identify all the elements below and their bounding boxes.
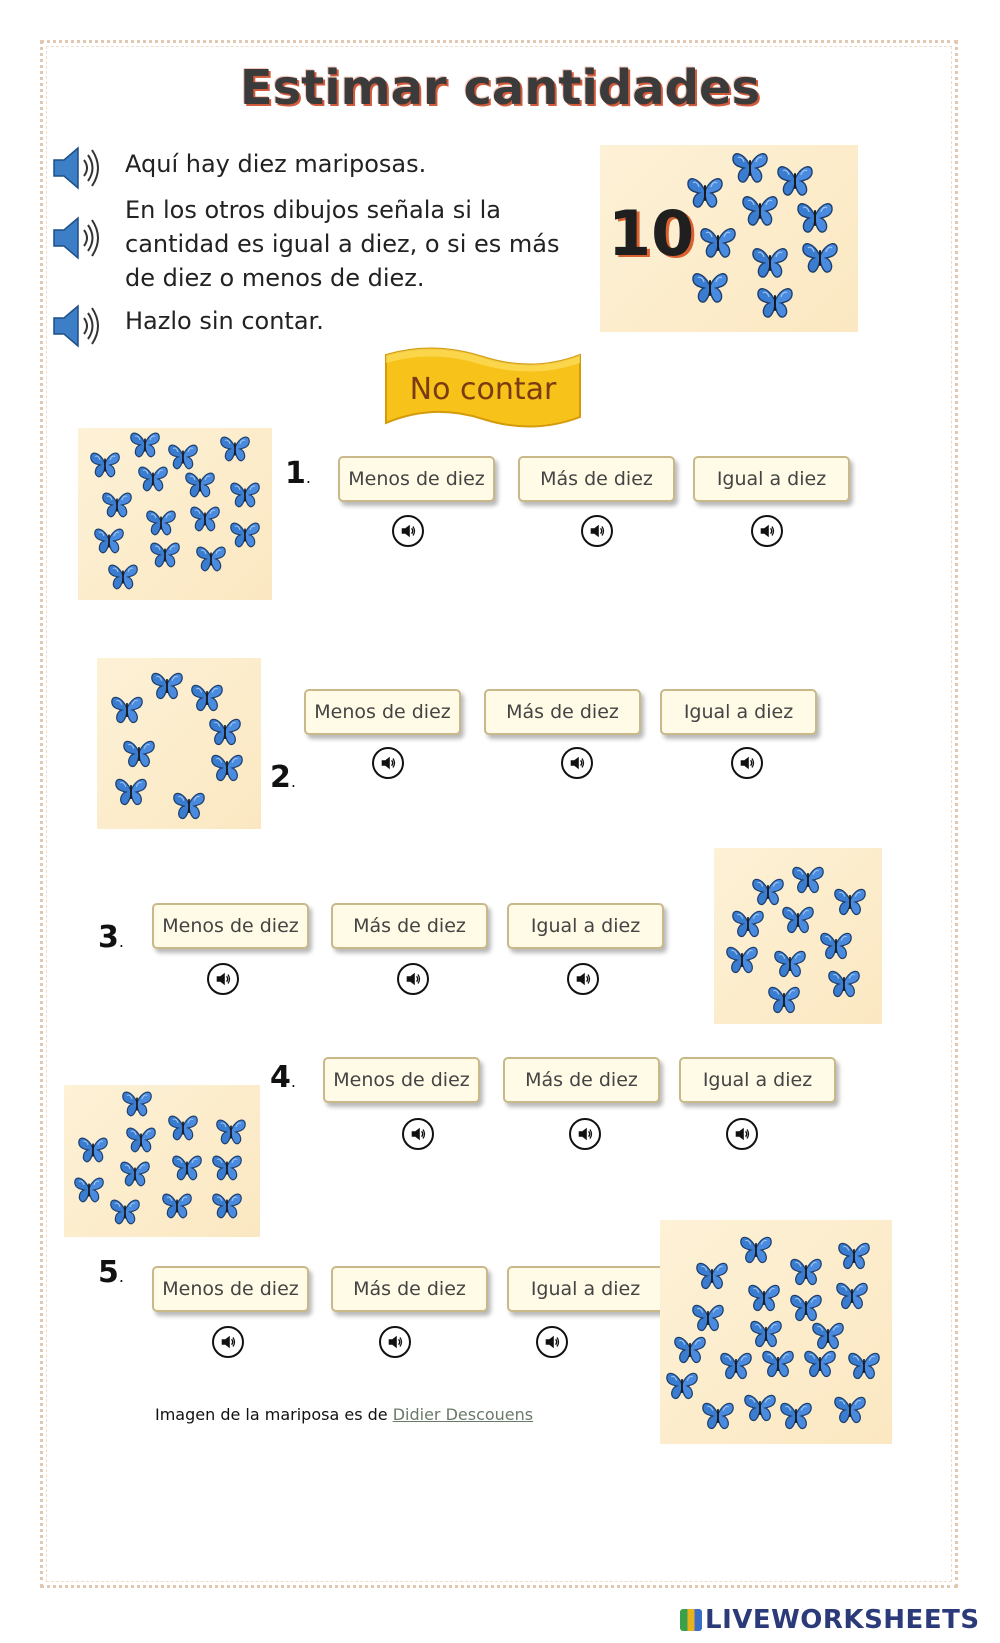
butterfly-icon xyxy=(740,193,780,229)
audio-play-icon[interactable] xyxy=(569,1118,601,1150)
audio-play-icon[interactable] xyxy=(402,1118,434,1150)
question-3-number: 3. xyxy=(98,920,124,955)
credit-link[interactable]: Didier Descouens xyxy=(392,1405,534,1424)
question-5-butterflies xyxy=(660,1220,892,1444)
butterfly-icon xyxy=(188,504,222,534)
butterfly-icon xyxy=(113,776,149,808)
butterfly-icon xyxy=(698,225,738,261)
audio-play-icon[interactable] xyxy=(567,963,599,995)
question-1-butterflies xyxy=(78,428,272,600)
question-3-butterflies xyxy=(714,848,882,1024)
butterfly-icon xyxy=(718,1350,754,1382)
audio-play-icon[interactable] xyxy=(581,515,613,547)
audio-play-icon[interactable] xyxy=(379,1326,411,1358)
q2-option-menos[interactable]: Menos de diez xyxy=(304,689,461,735)
butterfly-icon xyxy=(109,694,145,726)
question-4-number: 4. xyxy=(270,1060,296,1095)
butterfly-icon xyxy=(120,1089,154,1119)
q1-option-mas[interactable]: Más de diez xyxy=(518,456,675,502)
speaker-icon xyxy=(738,754,756,772)
butterfly-icon xyxy=(148,540,182,570)
q5-option-mas[interactable]: Más de diez xyxy=(331,1266,488,1312)
question-5-number: 5. xyxy=(98,1255,124,1290)
butterfly-icon xyxy=(171,790,207,822)
butterfly-icon xyxy=(846,1350,882,1382)
butterfly-icon xyxy=(170,1153,204,1183)
butterfly-icon xyxy=(144,508,178,538)
audio-play-icon[interactable] xyxy=(561,747,593,779)
butterfly-icon xyxy=(778,1400,814,1432)
question-4-butterflies xyxy=(64,1085,260,1237)
audio-play-icon[interactable] xyxy=(731,747,763,779)
audio-play-icon[interactable] xyxy=(207,963,239,995)
butterfly-icon xyxy=(166,442,200,472)
butterfly-icon xyxy=(730,908,766,940)
butterfly-icon xyxy=(790,864,826,896)
butterfly-icon xyxy=(664,1370,700,1402)
butterfly-icon xyxy=(742,1392,778,1424)
speaker-icon xyxy=(733,1125,751,1143)
q1-option-menos[interactable]: Menos de diez xyxy=(338,456,495,502)
q4-option-menos[interactable]: Menos de diez xyxy=(323,1057,480,1103)
butterfly-icon xyxy=(118,1159,152,1189)
butterfly-icon xyxy=(685,175,725,211)
image-credit xyxy=(155,1405,533,1424)
speaker-icon xyxy=(543,1333,561,1351)
butterfly-icon xyxy=(72,1175,106,1205)
speaker-icon[interactable] xyxy=(48,140,104,196)
butterfly-icon xyxy=(772,948,808,980)
question-2-butterflies xyxy=(97,658,261,829)
q4-option-mas[interactable]: Más de diez xyxy=(503,1057,660,1103)
butterfly-icon xyxy=(788,1256,824,1288)
butterfly-icon xyxy=(210,1191,244,1221)
audio-play-icon[interactable] xyxy=(372,747,404,779)
question-1-number: 1. xyxy=(285,456,311,491)
q3-option-menos[interactable]: Menos de diez xyxy=(152,903,309,949)
butterfly-icon xyxy=(160,1191,194,1221)
butterfly-icon xyxy=(207,716,243,748)
instruction-line-3: Hazlo sin contar. xyxy=(125,307,324,335)
speaker-icon xyxy=(219,1333,237,1351)
speaker-icon xyxy=(409,1125,427,1143)
butterfly-icon xyxy=(228,480,262,510)
butterfly-icon xyxy=(834,1280,870,1312)
butterfly-icon xyxy=(832,886,868,918)
speaker-icon[interactable] xyxy=(48,298,104,354)
audio-play-icon[interactable] xyxy=(726,1118,758,1150)
q5-option-menos[interactable]: Menos de diez xyxy=(152,1266,309,1312)
credit-text: Imagen de la mariposa es de xyxy=(155,1405,393,1424)
audio-play-icon[interactable] xyxy=(397,963,429,995)
speaker-icon xyxy=(576,1125,594,1143)
speaker-icon xyxy=(379,754,397,772)
butterfly-icon xyxy=(690,1302,726,1334)
butterfly-icon xyxy=(795,200,835,236)
speaker-icon xyxy=(404,970,422,988)
speaker-icon[interactable] xyxy=(48,210,104,266)
q2-option-mas[interactable]: Más de diez xyxy=(484,689,641,735)
butterfly-icon xyxy=(800,240,840,276)
butterfly-icon xyxy=(694,1260,730,1292)
butterfly-icon xyxy=(121,738,157,770)
brand-mark-icon xyxy=(680,1609,702,1631)
audio-play-icon[interactable] xyxy=(212,1326,244,1358)
butterfly-icon xyxy=(210,1153,244,1183)
speaker-icon xyxy=(758,522,776,540)
audio-play-icon[interactable] xyxy=(392,515,424,547)
butterfly-icon xyxy=(92,526,126,556)
question-2-number: 2. xyxy=(270,760,296,795)
butterfly-icon xyxy=(194,544,228,574)
q1-option-igual[interactable]: Igual a diez xyxy=(693,456,850,502)
butterfly-icon xyxy=(780,904,816,936)
audio-play-icon[interactable] xyxy=(536,1326,568,1358)
butterfly-icon xyxy=(826,968,862,1000)
butterfly-icon xyxy=(724,944,760,976)
q3-option-mas[interactable]: Más de diez xyxy=(331,903,488,949)
butterfly-icon xyxy=(748,1318,784,1350)
butterfly-icon xyxy=(746,1282,782,1314)
butterfly-icon xyxy=(128,430,162,460)
butterfly-icon xyxy=(836,1240,872,1272)
q5-option-igual[interactable]: Igual a diez xyxy=(507,1266,664,1312)
butterfly-icon xyxy=(228,520,262,550)
page-title: Estimar cantidades xyxy=(239,60,761,116)
no-contar-label: No contar xyxy=(409,372,557,407)
butterfly-icon xyxy=(760,1348,796,1380)
butterfly-icon xyxy=(100,490,134,520)
butterfly-icon xyxy=(88,450,122,480)
butterfly-icon xyxy=(755,285,795,321)
speaker-icon xyxy=(214,970,232,988)
reference-number: 10 xyxy=(608,197,695,270)
butterfly-icon xyxy=(218,434,252,464)
butterfly-icon xyxy=(818,930,854,962)
brand-logo xyxy=(680,1605,980,1635)
butterfly-icon xyxy=(672,1334,708,1366)
butterfly-icon xyxy=(690,270,730,306)
q2-option-igual[interactable]: Igual a diez xyxy=(660,689,817,735)
q3-option-igual[interactable]: Igual a diez xyxy=(507,903,664,949)
butterfly-icon xyxy=(76,1135,110,1165)
instruction-line-2: En los otros dibujos señala si la cantidad es igual a diez, o si es más de diez o menos de diez. xyxy=(125,196,560,292)
butterfly-icon xyxy=(775,163,815,199)
butterfly-icon xyxy=(183,470,217,500)
butterfly-icon xyxy=(149,670,185,702)
butterfly-icon xyxy=(166,1113,200,1143)
speaker-icon xyxy=(399,522,417,540)
speaker-icon xyxy=(588,522,606,540)
butterfly-icon xyxy=(738,1234,774,1266)
butterfly-icon xyxy=(832,1394,868,1426)
butterfly-icon xyxy=(136,464,170,494)
speaker-icon xyxy=(568,754,586,772)
reference-butterflies-box xyxy=(600,145,858,332)
butterfly-icon xyxy=(214,1117,248,1147)
audio-play-icon[interactable] xyxy=(751,515,783,547)
butterfly-icon xyxy=(750,245,790,281)
butterfly-icon xyxy=(802,1348,838,1380)
speaker-icon xyxy=(386,1333,404,1351)
q4-option-igual[interactable]: Igual a diez xyxy=(679,1057,836,1103)
butterfly-icon xyxy=(730,150,770,186)
butterfly-icon xyxy=(189,682,225,714)
brand-text: LIVEWORKSHEETS xyxy=(705,1605,980,1635)
butterfly-icon xyxy=(106,562,140,592)
butterfly-icon xyxy=(700,1400,736,1432)
instruction-line-1: Aquí hay diez mariposas. xyxy=(125,150,427,178)
butterfly-icon xyxy=(209,752,245,784)
butterfly-icon xyxy=(108,1197,142,1227)
speaker-icon xyxy=(574,970,592,988)
butterfly-icon xyxy=(124,1125,158,1155)
butterfly-icon xyxy=(766,984,802,1016)
